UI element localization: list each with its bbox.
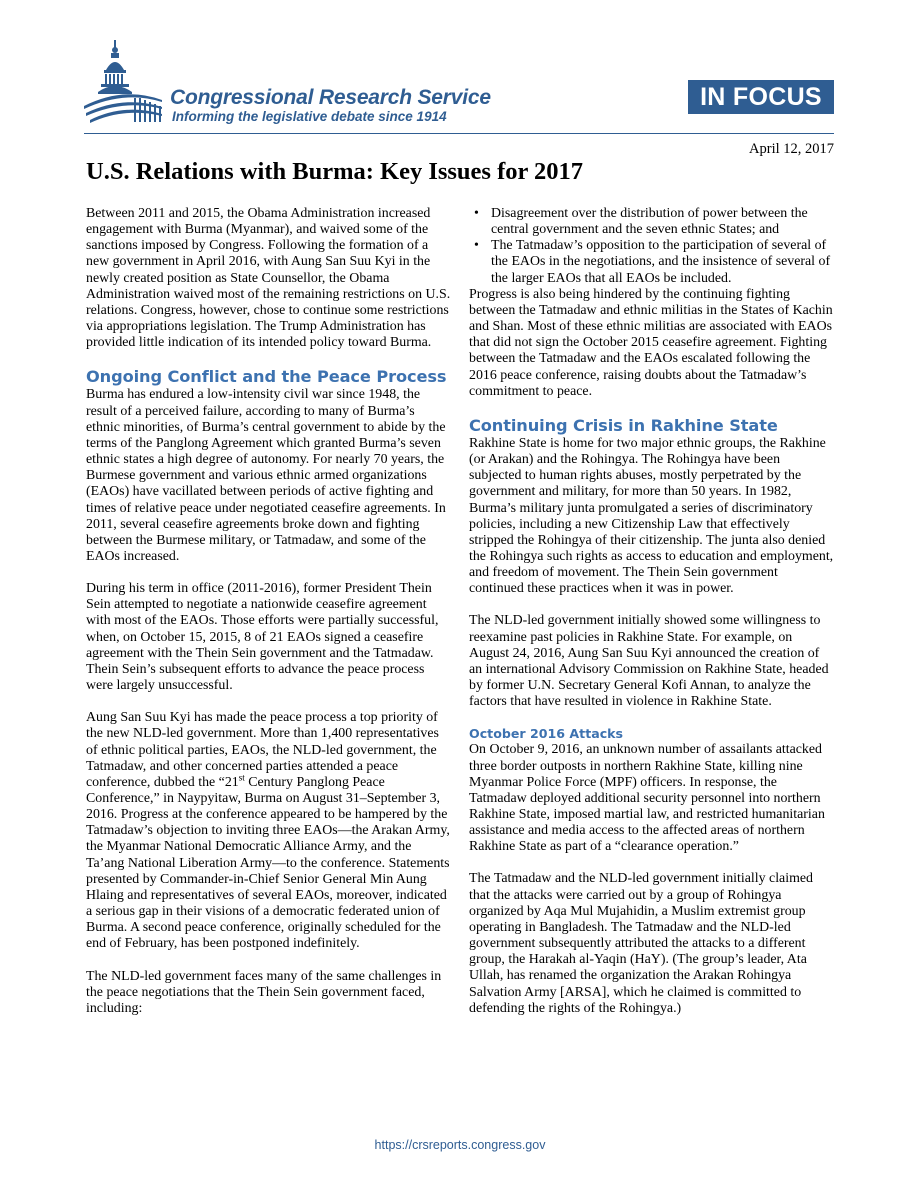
- footer-link[interactable]: https://crsreports.congress.gov: [374, 1138, 546, 1152]
- left-column: [86, 206, 452, 1017]
- publication-date: April 12, 2017: [749, 141, 834, 157]
- rakhine-paragraph-1: Rakhine State is home for two major ethnic groups, the Rakhine (or Arakan) and the Rohingya. The Rohingya have been subjected to human rights abuses, mostly perpetrated by the government and military, for more than 50 years. In 1982, Burma’s military junta promulgated a series of discriminatory policies, including a new Citizenship Law that effectively stripped the Rohingya of their citizenship. The junta also denied the Rohingya such rights as access to education and employment, and freedom of movement. The Thein Sein government continued these practices when it was in power.: [469, 435, 834, 597]
- capitol-dome-logo-icon: [84, 40, 164, 130]
- org-tagline: Informing the legislative debate since 1914: [172, 109, 447, 124]
- header-divider: [84, 133, 834, 134]
- conflict-paragraph-2: During his term in office (2011-2016), former President Thein Sein attempted to negotiate a nationwide ceasefire agreement with most of the EAOs. Those efforts were partially successful, when, on October 15, 2015, 8 of 21 EAOs signed a ceasefire agreement with the Thein Sein government and the Tatmadaw. Thein Sein’s subsequent efforts to advance the peace process were largely unsuccessful.: [86, 581, 439, 694]
- bullet-icon: •: [474, 238, 479, 254]
- page-title: U.S. Relations with Burma: Key Issues for 2017: [86, 158, 584, 185]
- subheading-october-attacks: October 2016 Attacks: [469, 726, 624, 742]
- rakhine-paragraph-4: The Tatmadaw and the NLD-led government initially claimed that the attacks were carried out by a group of Rohingya organized by Aqa Mul Mujahidin, a Muslim extremist group operating in Bangladesh. The Tatmadaw and the NLD-led government subsequently attributed the attacks to a different group, the Harakah al-Yaqin (HaY). (The group’s leader, Ata Ullah, has renamed the organization the Arakan Rohingya Salvation Army [ARSA], which he claimed is committed to defending the rights of the Rohingya.): [469, 871, 813, 1016]
- conflict-paragraph-1: Burma has endured a low-intensity civil war since 1948, the result of a perceived failure, according to many of Burma’s ethnic minorities, of Burma’s central government to abide by the terms of the Panglong Agreement which granted Burma’s seven ethnic states a high degree of autonomy. For nearly 70 years, the Burmese government and various ethnic armed organizations (EAOs) have vacillated between periods of active fighting and times of relative peace under negotiated ceasefire agreements. In 2011, several ceasefire agreements broke down and fighting between the Burmese military, or Tatmadaw, and some of the EAOs increased.: [86, 387, 446, 564]
- conflict-paragraph-3: Aung San Suu Kyi has made the peace process a top priority of the new NLD-led government. More than 1,400 representatives of ethnic political parties, EAOs, the NLD-led government, the Tatmadaw, and other concerned parties attended a peace conference, dubbed the “21st Century Panglong Peace Conference,” in Naypyitaw, Burma on August 31–September 3, 2016. Progress at the conference appeared to be hampered by the Tatmadaw’s objection to inviting three EAOs—the Arakan Army, the Myanmar National Democratic Alliance Army, and the Ta’ang National Liberation Army—to the conference. Statements presented by Commander-in-Chief Senior General Min Aung Hlaing and representatives of several EAOs, moreover, indicated a serious gap in their visions of a democratic federated union of Burma. A second peace conference, originally scheduled for the end of February, has been postponed indefinitely.: [86, 710, 450, 952]
- list-item: • Disagreement over the distribution of power between the central government and the seven ethnic States; and: [474, 206, 808, 238]
- org-name: Congressional Research Service: [170, 86, 491, 109]
- section-heading-rakhine: Continuing Crisis in Rakhine State: [469, 415, 778, 435]
- rakhine-paragraph-2: The NLD-led government initially showed some willingness to reexamine past policies in Rakhine State. For example, on August 24, 2016, Aung San Suu Kyi announced the creation of an international Advisory Commission on Rakhine State, headed by former U.N. Secretary General Kofi Annan, to analyze the factors that have resulted in violence in Rakhine State.: [469, 613, 829, 710]
- right-column: [469, 206, 835, 1017]
- conflict-paragraph-5: Progress is also being hindered by the continuing fighting between the Tatmadaw and ethnic militias in the States of Kachin and Shan. Most of these ethnic militias are associated with EAOs that did not sign the October 2015 ceasefire agreement. Fighting between the Tatmadaw and the EAOs escalated following the 2016 peace conference, raising doubts about the Tatmadaw’s commitment to peace.: [469, 286, 833, 399]
- rakhine-paragraph-3: On October 9, 2016, an unknown number of assailants attacked three border outposts in northern Rakhine State, killing nine Myanmar Police Force (MPF) officers. In response, the Tatmadaw deployed additional security personnel into northern Rakhine State, imposed martial law, and restricted humanitarian assistance and media access to the affected areas of northern Rakhine State as part of a “clearance operation.”: [469, 742, 825, 855]
- intro-paragraph: Between 2011 and 2015, the Obama Administration increased engagement with Burma (Myanmar), and waived some of the sanctions imposed by Congress. Following the formation of a new government in April 2016, with Aung San Suu Kyi in the newly created position as State Counsellor, the Obama Administration waived most of the remaining restrictions on U.S. relations. Congress, however, chose to continue some restrictions via appropriations legislation. The Trump Administration has provided little indication of its intended policy toward Burma.: [86, 206, 451, 351]
- conflict-paragraph-4: The NLD-led government faces many of the same challenges in the peace negotiations that the Thein Sein government faced, including:: [86, 968, 442, 1016]
- report-header: [0, 0, 920, 140]
- challenges-list: [469, 206, 835, 287]
- section-heading-conflict: Ongoing Conflict and the Peace Process: [86, 367, 447, 387]
- bullet-icon: •: [474, 206, 479, 221]
- list-item: • The Tatmadaw’s opposition to the participation of several of the EAOs in the negotiations, and the insistence of several of the larger EAOs that all EAOs be included.: [474, 238, 831, 286]
- in-focus-badge: IN FOCUS: [688, 80, 834, 114]
